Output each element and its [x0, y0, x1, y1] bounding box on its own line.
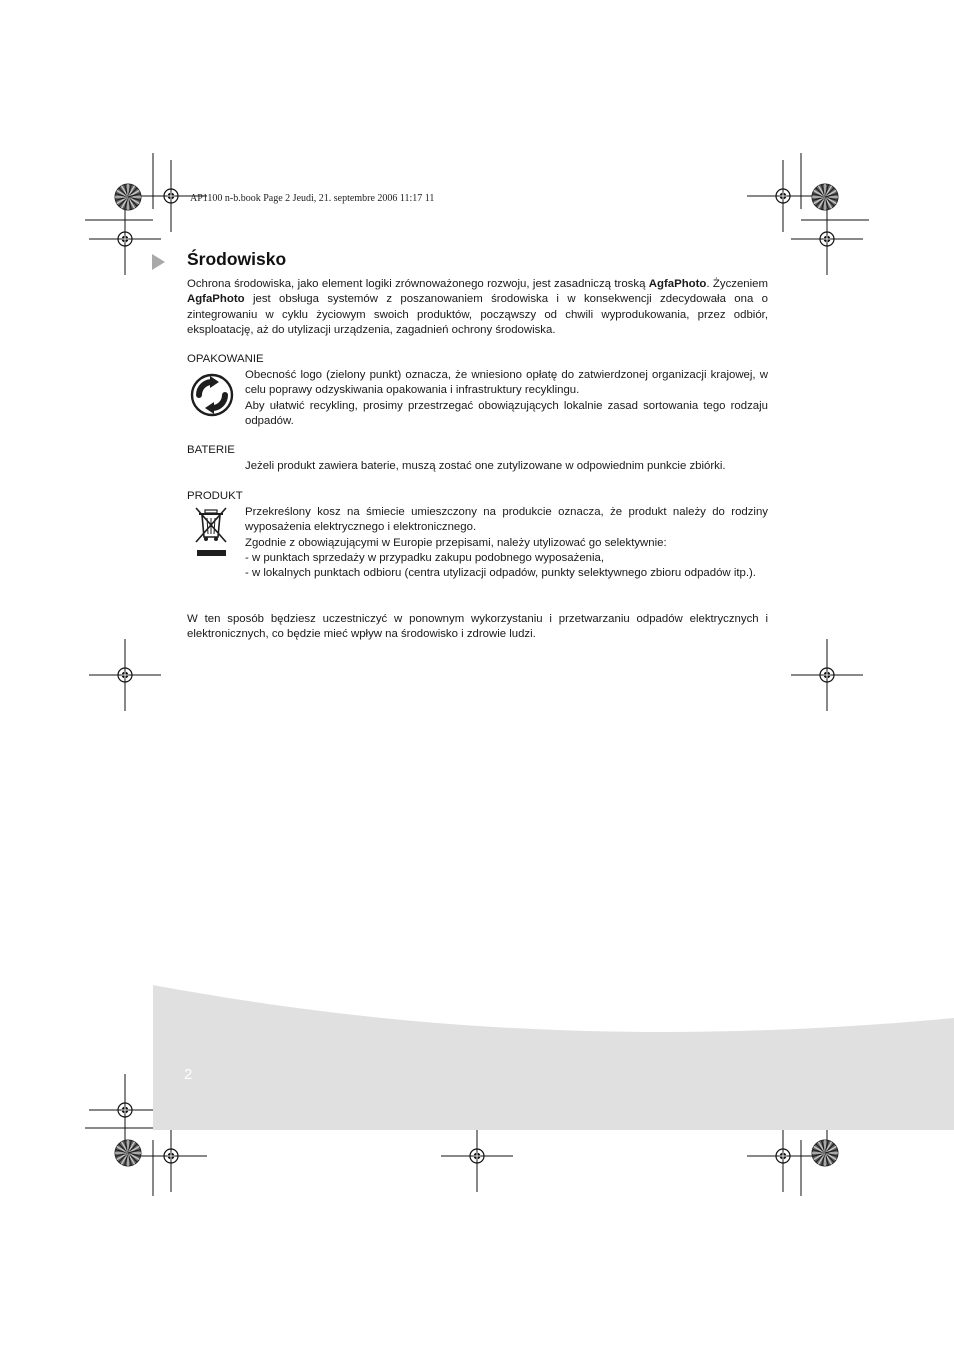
packaging-text-2: Aby ułatwić recykling, prosimy przestrzegać obowiązujących lokalnie zasad sortowania tego rodzaju odpadów.	[245, 399, 768, 427]
section-label-batteries: BATERIE	[187, 444, 235, 456]
packaging-text-1: Obecność logo (zielony punkt) oznacza, że wniesiono opłatę do zatwierdzonej organizacji krajowej, w celu poprawy odzyskiwania opakowania i infrastruktury recyklingu.	[245, 369, 768, 397]
section-label-packaging: OPAKOWANIE	[187, 353, 264, 365]
closing-paragraph: W ten sposób będziesz uczestniczyć w ponownym wykorzystaniu i przetwarzaniu odpadów elektrycznych i elektronicznych, co będzie mieć wpływ na środowisko i zdrowie ludzi.	[187, 613, 768, 641]
intro-text-3: jest obsługa systemów z poszanowaniem środowiska i w konsekwencji zdecydowała ona o zintegrowaniu w cyklu życiowym swoich produktów, począwszy od chwili wyprodukowania, przez odbiór, eksploatację, aż do utylizacji urządzenia, zagadnień ochrony środowiska.	[187, 293, 768, 336]
product-description	[245, 505, 768, 581]
registration-mark-icon	[135, 1120, 207, 1192]
book-header-info: AP1100 n-b.book Page 2 Jeudi, 21. septembre 2006 11:17 11	[190, 193, 435, 204]
intro-text-2: . Życzeniem	[706, 278, 768, 290]
registration-mark-icon	[791, 639, 863, 711]
list-item: - w punktach sprzedaży w przypadku zakupu podobnego wyposażenia,	[245, 551, 605, 564]
registration-mark-icon	[441, 1120, 513, 1192]
batteries-description: Jeżeli produkt zawiera baterie, muszą zostać one zutylizowane w odpowiednim punkcie zbiórki.	[245, 460, 726, 472]
intro-text-1: Ochrona środowiska, jako element logiki zrównoważonego rozwoju, jest zasadniczą troską	[187, 278, 649, 290]
registration-mark-icon	[89, 1074, 161, 1146]
crossed-bin-icon	[192, 504, 232, 562]
registration-mark-icon	[747, 1120, 819, 1192]
packaging-description	[245, 368, 768, 429]
color-star-target-icon	[115, 1140, 141, 1166]
product-text-2: Zgodnie z obowiązującymi w Europie przepisami, należy utylizować go selektywnie:	[245, 536, 667, 549]
page-title: Środowisko	[187, 249, 287, 269]
green-dot-icon	[190, 373, 234, 417]
brand-name: AgfaPhoto	[187, 293, 245, 306]
registration-mark-icon	[89, 639, 161, 711]
color-star-target-icon	[812, 184, 838, 210]
registration-mark-icon	[791, 203, 863, 275]
intro-paragraph	[187, 277, 768, 338]
registration-mark-icon	[89, 203, 161, 275]
page-number: 2	[184, 1066, 193, 1083]
registration-mark-icon	[747, 160, 819, 232]
section-label-product: PRODUKT	[187, 490, 243, 502]
product-text-1: Przekreślony kosz na śmiecie umieszczony na produkcie oznacza, że produkt należy do rodziny wyposażenia elektrycznego i elektronicznego.	[245, 506, 768, 534]
list-item: - w lokalnych punktach odbioru (centra utylizacji odpadów, punkty selektywnego zbioru odpadów itp.).	[245, 567, 756, 580]
section-arrow-icon	[152, 254, 165, 270]
footer-band	[153, 960, 954, 1130]
disposal-list	[245, 551, 768, 582]
color-star-target-icon	[115, 184, 141, 210]
brand-name: AgfaPhoto	[648, 278, 707, 290]
color-star-target-icon	[812, 1140, 838, 1166]
